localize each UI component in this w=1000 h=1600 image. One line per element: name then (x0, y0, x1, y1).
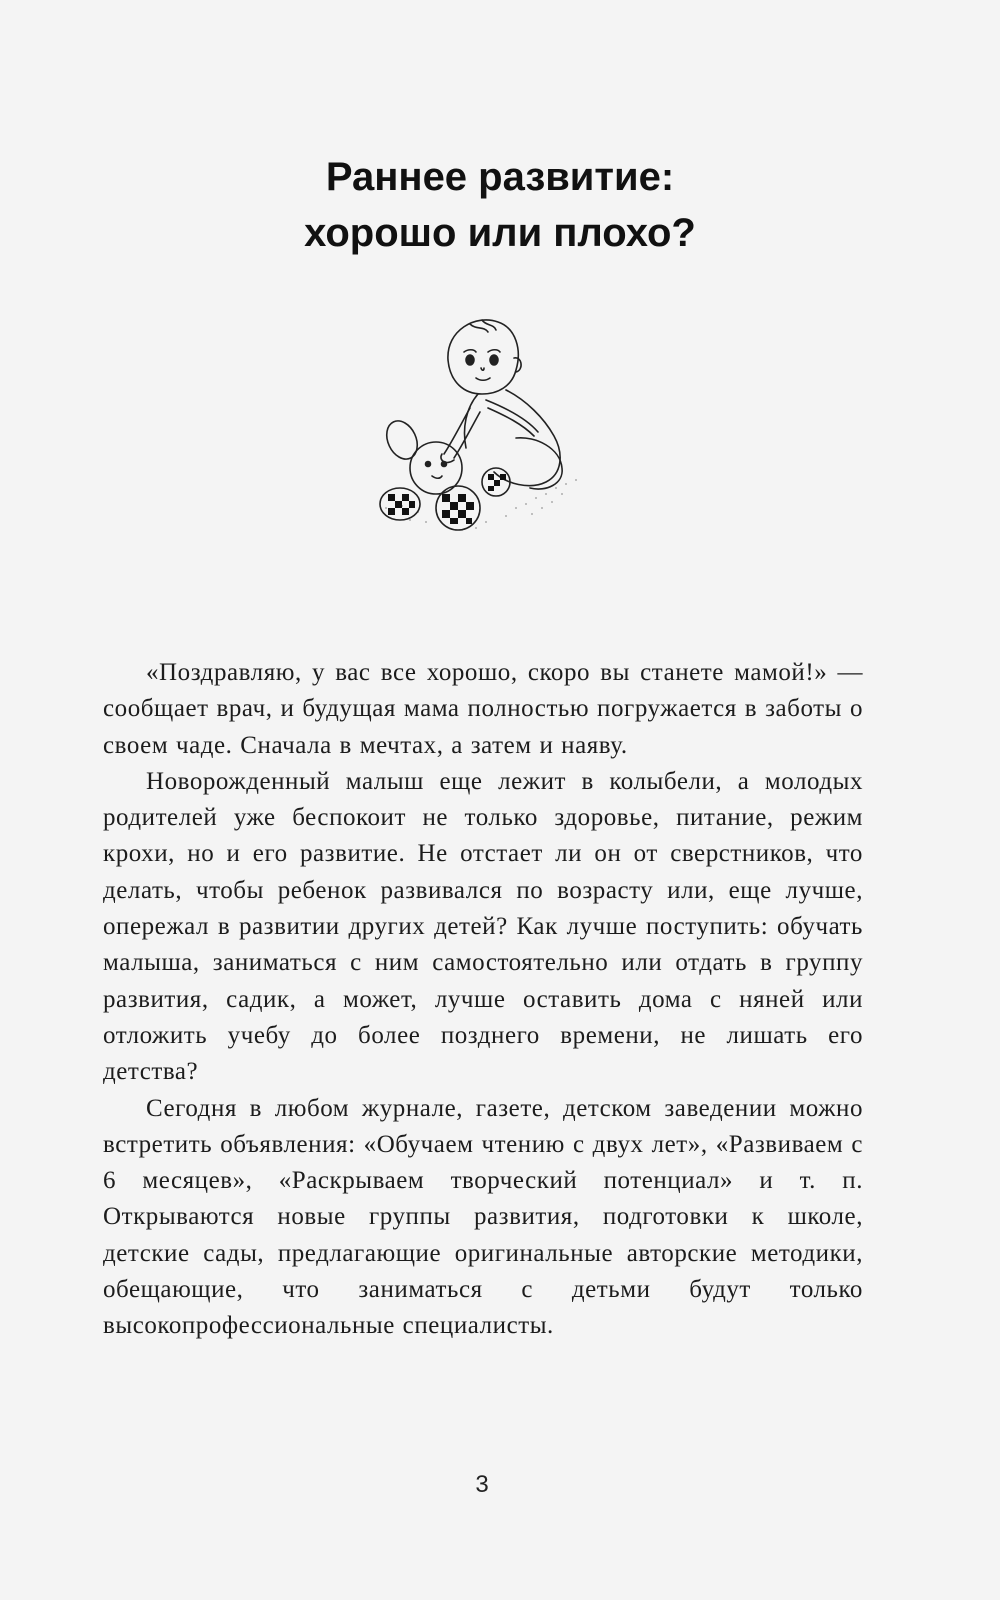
paragraph: Сегодня в любом журнале, газете, детском заведении можно встретить объявления: «Обучаем чтению с двух лет», «Развиваем с 6 месяцев», «Раскрываем творческий потенциал» и т. п. Открываются новые группы развития, подготовки к школе, детские сады, предлагающие оригинальные авторские методики, обещающие, что заниматься с детьми будут только высокопрофессиональные специалисты. (103, 1094, 863, 1340)
baby-with-toys-icon (366, 308, 606, 548)
chapter-title-line-1: Раннее развитие: (325, 154, 675, 199)
chapter-title-line-2: хорошо или плохо? (304, 210, 696, 255)
paragraph: Новорожденный малыш еще лежит в колыбели, а молодых родителей уже беспокоит не только здоровье, питание, режим крохи, но и его развитие. Не отстает ли он от сверстников, что делать, чтобы ребенок развивался по возрасту или, еще лучше, опережал в развитии других детей? Как лучше поступить: обучать малыша, заниматься с ним самостоятельно или отдать в группу развития, садик, а может, лучше оставить дома с няней или отложить учебу до более позднего времени, не лишать его детства? (103, 767, 863, 1086)
page-number: 3 (475, 1471, 489, 1498)
chapter-body (103, 655, 863, 1345)
paragraph: «Поздравляю, у вас все хорошо, скоро вы станете мамой!» — сообщает врач, и будущая мама полностью погружается в заботы о своем чаде. Сначала в мечтах, а затем и наяву. (103, 659, 863, 759)
chapter-title (0, 149, 1000, 261)
